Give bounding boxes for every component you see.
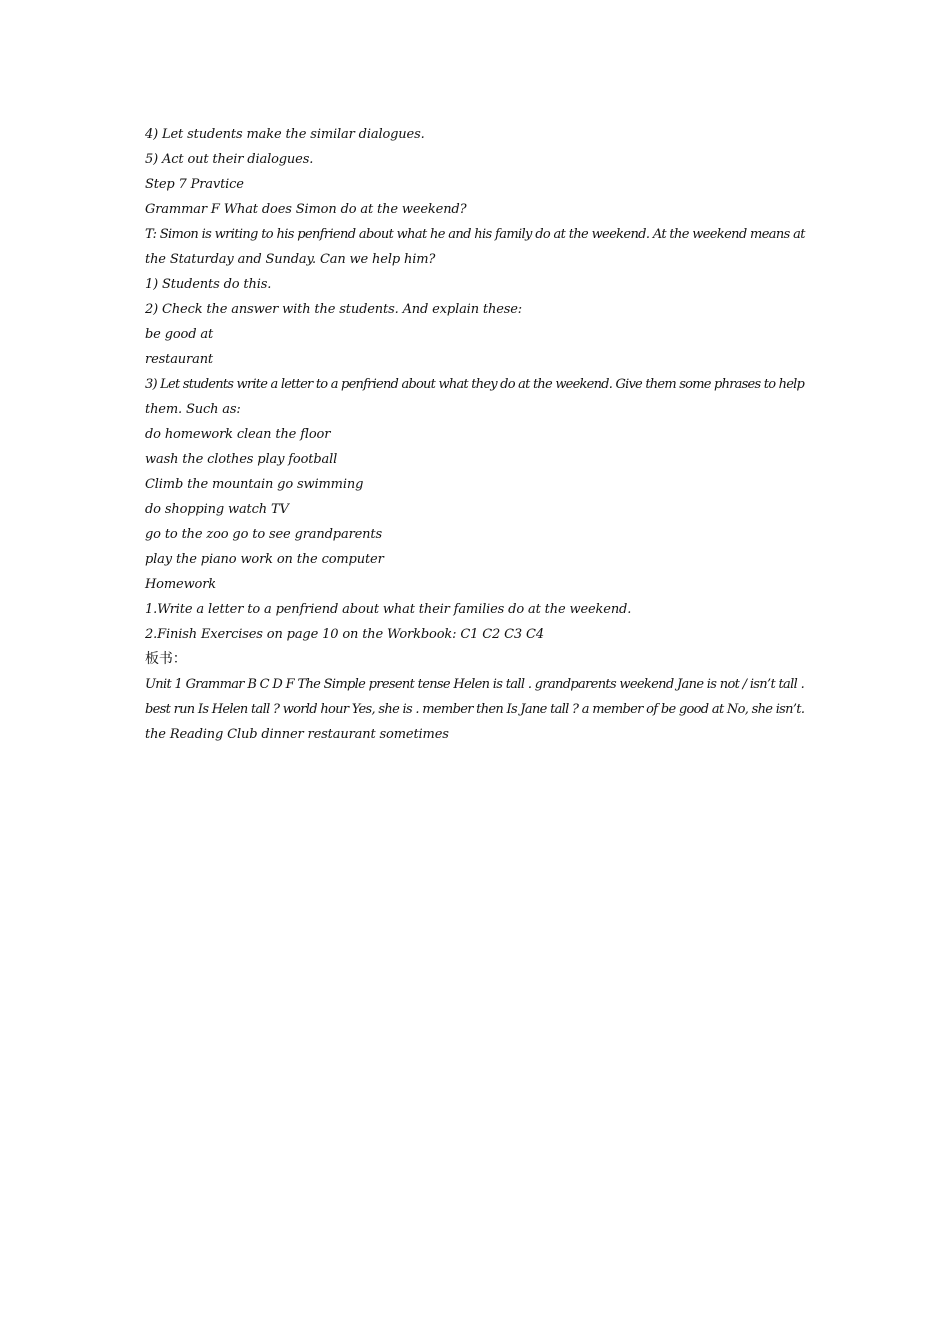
text-line: T: Simon is writing to his penfriend about what he and his family do at the weekend. At the weekend means at: [145, 227, 805, 242]
text-line: 1) Students do this.: [145, 277, 272, 292]
blackboard-heading: 板书：: [145, 651, 187, 667]
phrase-item: go to the zoo go to see grandparents: [145, 527, 383, 542]
blackboard-line: Unit 1 Grammar B C D F The Simple present tense Helen is tall . grandparents weekend Jane is not / isn’t tall .: [145, 677, 805, 692]
phrase-item: do shopping watch TV: [145, 502, 289, 517]
text-line: 3) Let students write a letter to a penfriend about what they do at the weekend. Give them some phrases to help: [145, 377, 805, 392]
homework-item: 2.Finish Exercises on page 10 on the Workbook: C1 C2 C3 C4: [145, 627, 544, 642]
phrase-item: Climb the mountain go swimming: [145, 477, 364, 492]
text-line: them. Such as:: [145, 402, 241, 417]
homework-heading: Homework: [145, 577, 217, 592]
homework-item: 1.Write a letter to a penfriend about what their families do at the weekend.: [145, 602, 632, 617]
phrase-item: do homework clean the floor: [145, 427, 331, 442]
text-line: 4) Let students make the similar dialogues.: [145, 127, 425, 142]
section-heading: Step 7 Pravtice: [145, 177, 244, 192]
vocab-item: restaurant: [145, 352, 213, 367]
text-line: the Staturday and Sunday. Can we help him?: [145, 252, 436, 267]
blackboard-line: the Reading Club dinner restaurant sometimes: [145, 727, 449, 742]
vocab-item: be good at: [145, 327, 214, 342]
blackboard-line: best run Is Helen tall ? world hour Yes, she is . member then Is Jane tall ? a member of be good at No, she isn’t.: [145, 702, 805, 717]
document-body: [145, 122, 810, 747]
phrase-item: wash the clothes play football: [145, 452, 338, 467]
text-line: Grammar F What does Simon do at the weekend?: [145, 202, 467, 217]
text-line: 2) Check the answer with the students. And explain these:: [145, 302, 523, 317]
text-line: 5) Act out their dialogues.: [145, 152, 314, 167]
phrase-item: play the piano work on the computer: [145, 552, 384, 567]
